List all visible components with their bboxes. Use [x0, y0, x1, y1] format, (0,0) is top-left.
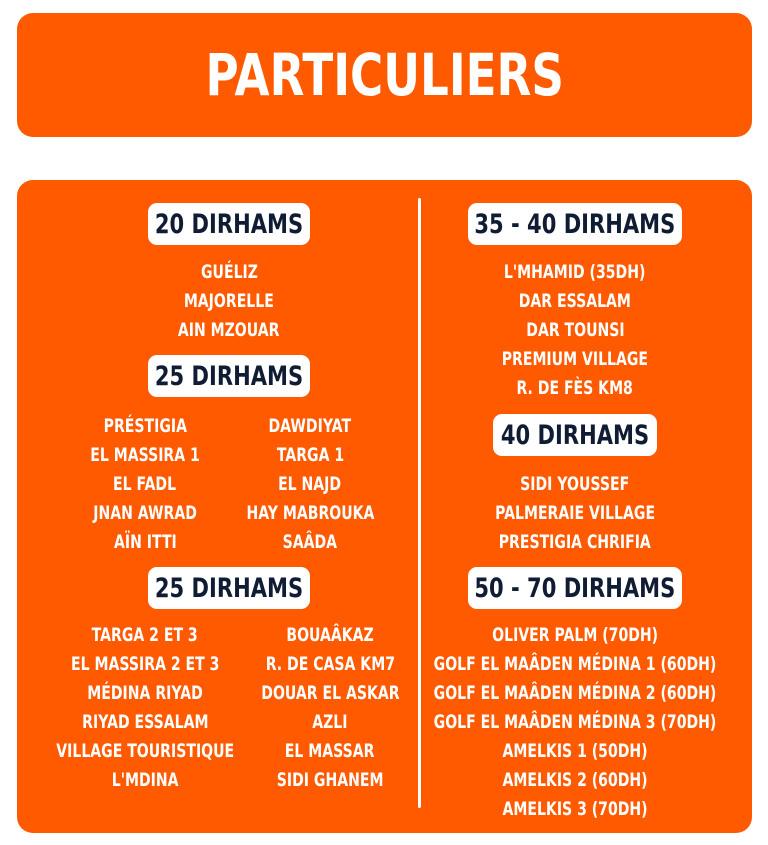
list-item: L'MDINA — [111, 769, 179, 791]
list-item: HAY MABROUKA — [246, 502, 374, 524]
list-item: DAWDIYAT — [268, 415, 352, 437]
list-item: L'MHAMID (35DH) — [504, 261, 646, 283]
list-item: R. DE CASA KM7 — [265, 653, 395, 675]
price-badge-50-70: 50 - 70 DIRHAMS — [468, 567, 682, 609]
list-item: AMELKIS 3 (70DH) — [502, 798, 648, 820]
list-item: PALMERAIE VILLAGE — [495, 502, 655, 524]
header-banner — [17, 13, 752, 137]
price-badge-25-a: 25 DIRHAMS — [148, 355, 310, 397]
list-item: R. DE FÈS KM8 — [516, 377, 634, 399]
list-item: AIN MZOUAR — [178, 319, 280, 341]
list-item: EL MASSIRA 1 — [90, 444, 200, 466]
list-item: MAJORELLE — [183, 290, 274, 312]
price-badge-40: 40 DIRHAMS — [493, 414, 657, 456]
list-item: GOLF EL MAÂDEN MÉDINA 2 (60DH) — [433, 682, 717, 704]
list-item: EL FADL — [113, 473, 177, 495]
zone-list-25-b-col2 — [230, 621, 430, 795]
list-item: AZLI — [312, 711, 348, 733]
zone-list-25-b-col1 — [40, 621, 250, 795]
list-item: TARGA 1 — [276, 444, 344, 466]
price-panel — [17, 180, 752, 833]
list-item: DOUAR EL ASKAR — [260, 682, 400, 704]
list-item: GOLF EL MAÂDEN MÉDINA 3 (70DH) — [433, 711, 717, 733]
list-item: SAÂDA — [282, 531, 338, 553]
list-item: EL NAJD — [278, 473, 342, 495]
list-item: JNAN AWRAD — [93, 502, 197, 524]
list-item: RIYAD ESSALAM — [81, 711, 209, 733]
list-item: AÏN ITTI — [113, 531, 177, 553]
list-item: PREMIUM VILLAGE — [501, 348, 649, 370]
list-item: GOLF EL MAÂDEN MÉDINA 1 (60DH) — [433, 653, 717, 675]
zone-list-20 — [79, 258, 379, 345]
zone-list-40 — [425, 470, 725, 557]
list-item: PRÉSTIGIA — [103, 415, 187, 437]
list-item: MÉDINA RIYAD — [87, 682, 203, 704]
list-item: BOUAÂKAZ — [286, 624, 374, 646]
list-item: PRESTIGIA CHRIFIA — [498, 531, 652, 553]
list-item: EL MASSIRA 2 ET 3 — [70, 653, 220, 675]
list-item: VILLAGE TOURISTIQUE — [56, 740, 234, 762]
list-item: AMELKIS 2 (60DH) — [502, 769, 648, 791]
list-item: SIDI YOUSSEF — [520, 473, 630, 495]
price-badge-35-40: 35 - 40 DIRHAMS — [468, 203, 682, 245]
price-badge-25-b: 25 DIRHAMS — [148, 567, 310, 609]
list-item: SIDI GHANEM — [276, 769, 384, 791]
list-item: DAR ESSALAM — [518, 290, 632, 312]
list-item: GUÉLIZ — [200, 261, 258, 283]
zone-list-25-a-col2 — [210, 412, 410, 557]
list-item: TARGA 2 ET 3 — [91, 624, 199, 646]
zone-list-35-40 — [425, 258, 725, 403]
zone-list-50-70 — [425, 621, 725, 824]
price-badge-20: 20 DIRHAMS — [148, 203, 310, 245]
list-item: EL MASSAR — [285, 740, 375, 762]
list-item: DAR TOUNSI — [525, 319, 625, 341]
page-title: PARTICULIERS — [205, 41, 564, 109]
list-item: AMELKIS 1 (50DH) — [502, 740, 648, 762]
list-item: OLIVER PALM (70DH) — [492, 624, 658, 646]
